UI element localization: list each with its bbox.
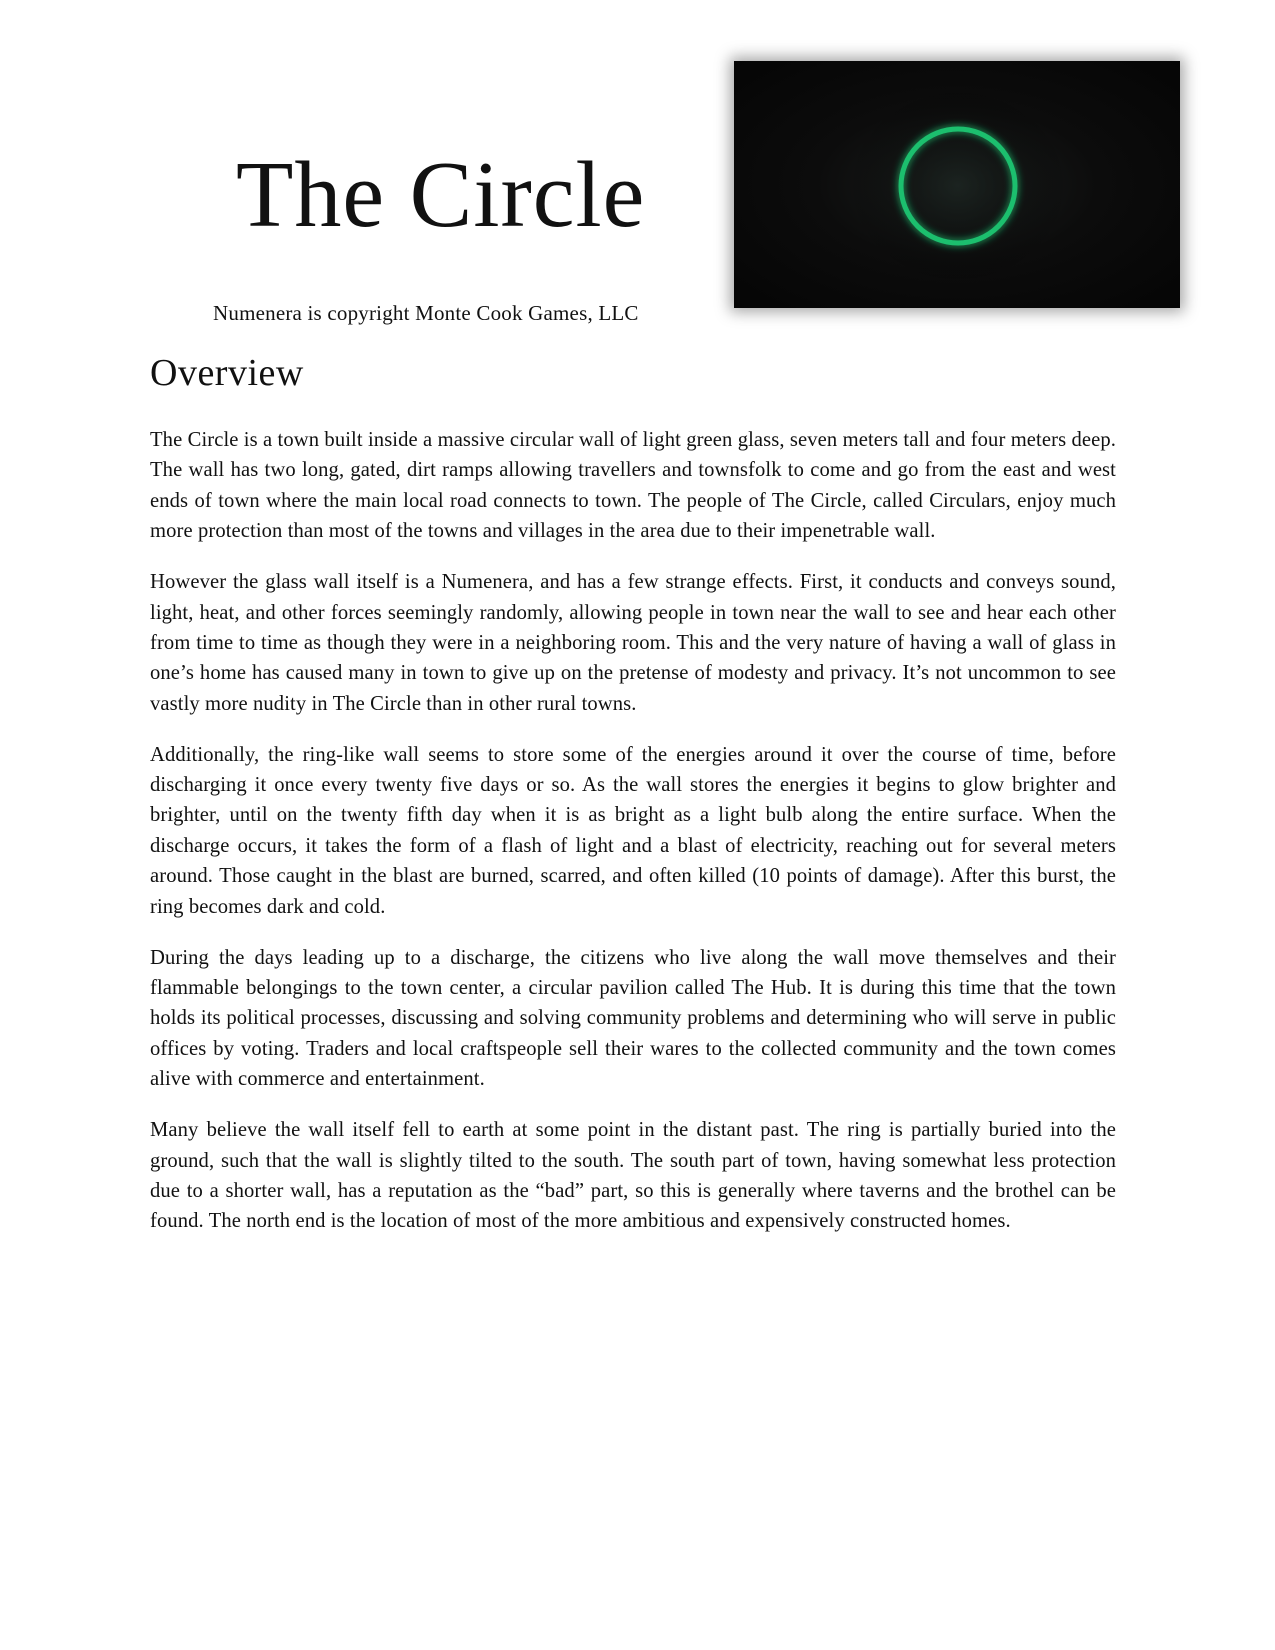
section-heading-overview: Overview	[150, 352, 304, 394]
overview-body	[150, 425, 1116, 1257]
glowing-ring-image	[734, 61, 1180, 308]
page-title: The Circle	[236, 143, 646, 247]
paragraph: Many believe the wall itself fell to earth at some point in the distant past. The ring is partially buried into the ground, such that the wall is slightly tilted to the south. The south part of town, having somewhat less protection due to a shorter wall, has a reputation as the “bad” part, so this is generally where taverns and the brothel can be found. The north end is the location of most of the more ambitious and expensively constructed homes.	[150, 1119, 1116, 1233]
copyright-notice: Numenera is copyright Monte Cook Games, LLC	[213, 301, 639, 325]
paragraph: Additionally, the ring-like wall seems to store some of the energies around it over the course of time, before discharging it once every twenty five days or so. As the wall stores the energies it begins to glow brighter and brighter, until on the twenty fifth day when it is as bright as a light bulb along the entire surface. When the discharge occurs, it takes the form of a flash of light and a blast of electricity, reaching out for several meters around. Those caught in the blast are burned, scarred, and often killed (10 points of damage). After this burst, the ring becomes dark and cold.	[150, 743, 1116, 918]
paragraph: However the glass wall itself is a Numenera, and has a few strange effects. First, it conducts and conveys sound, light, heat, and other forces seemingly randomly, allowing people in town near the wall to see and hear each other from time to time as though they were in a neighboring room. This and the very nature of having a wall of glass in one’s home has caused many in town to give up on the pretense of modesty and privacy. It’s not uncommon to see vastly more nudity in The Circle than in other rural towns.	[150, 571, 1116, 715]
paragraph: During the days leading up to a discharge, the citizens who live along the wall move themselves and their flammable belongings to the town center, a circular pavilion called The Hub. It is during this time that the town holds its political processes, discussing and solving community problems and determining who will serve in public offices by voting. Traders and local craftspeople sell their wares to the collected community and the town comes alive with commerce and entertainment.	[150, 946, 1116, 1091]
green-ring-icon	[734, 61, 1180, 308]
paragraph: The Circle is a town built inside a massive circular wall of light green glass, seven meters tall and four meters deep. The wall has two long, gated, dirt ramps allowing travellers and townsfolk to come and go from the east and west ends of town where the main local road connects to town. The people of The Circle, called Circulars, enjoy much more protection than most of the towns and villages in the area due to their impenetrable wall.	[150, 429, 1116, 543]
